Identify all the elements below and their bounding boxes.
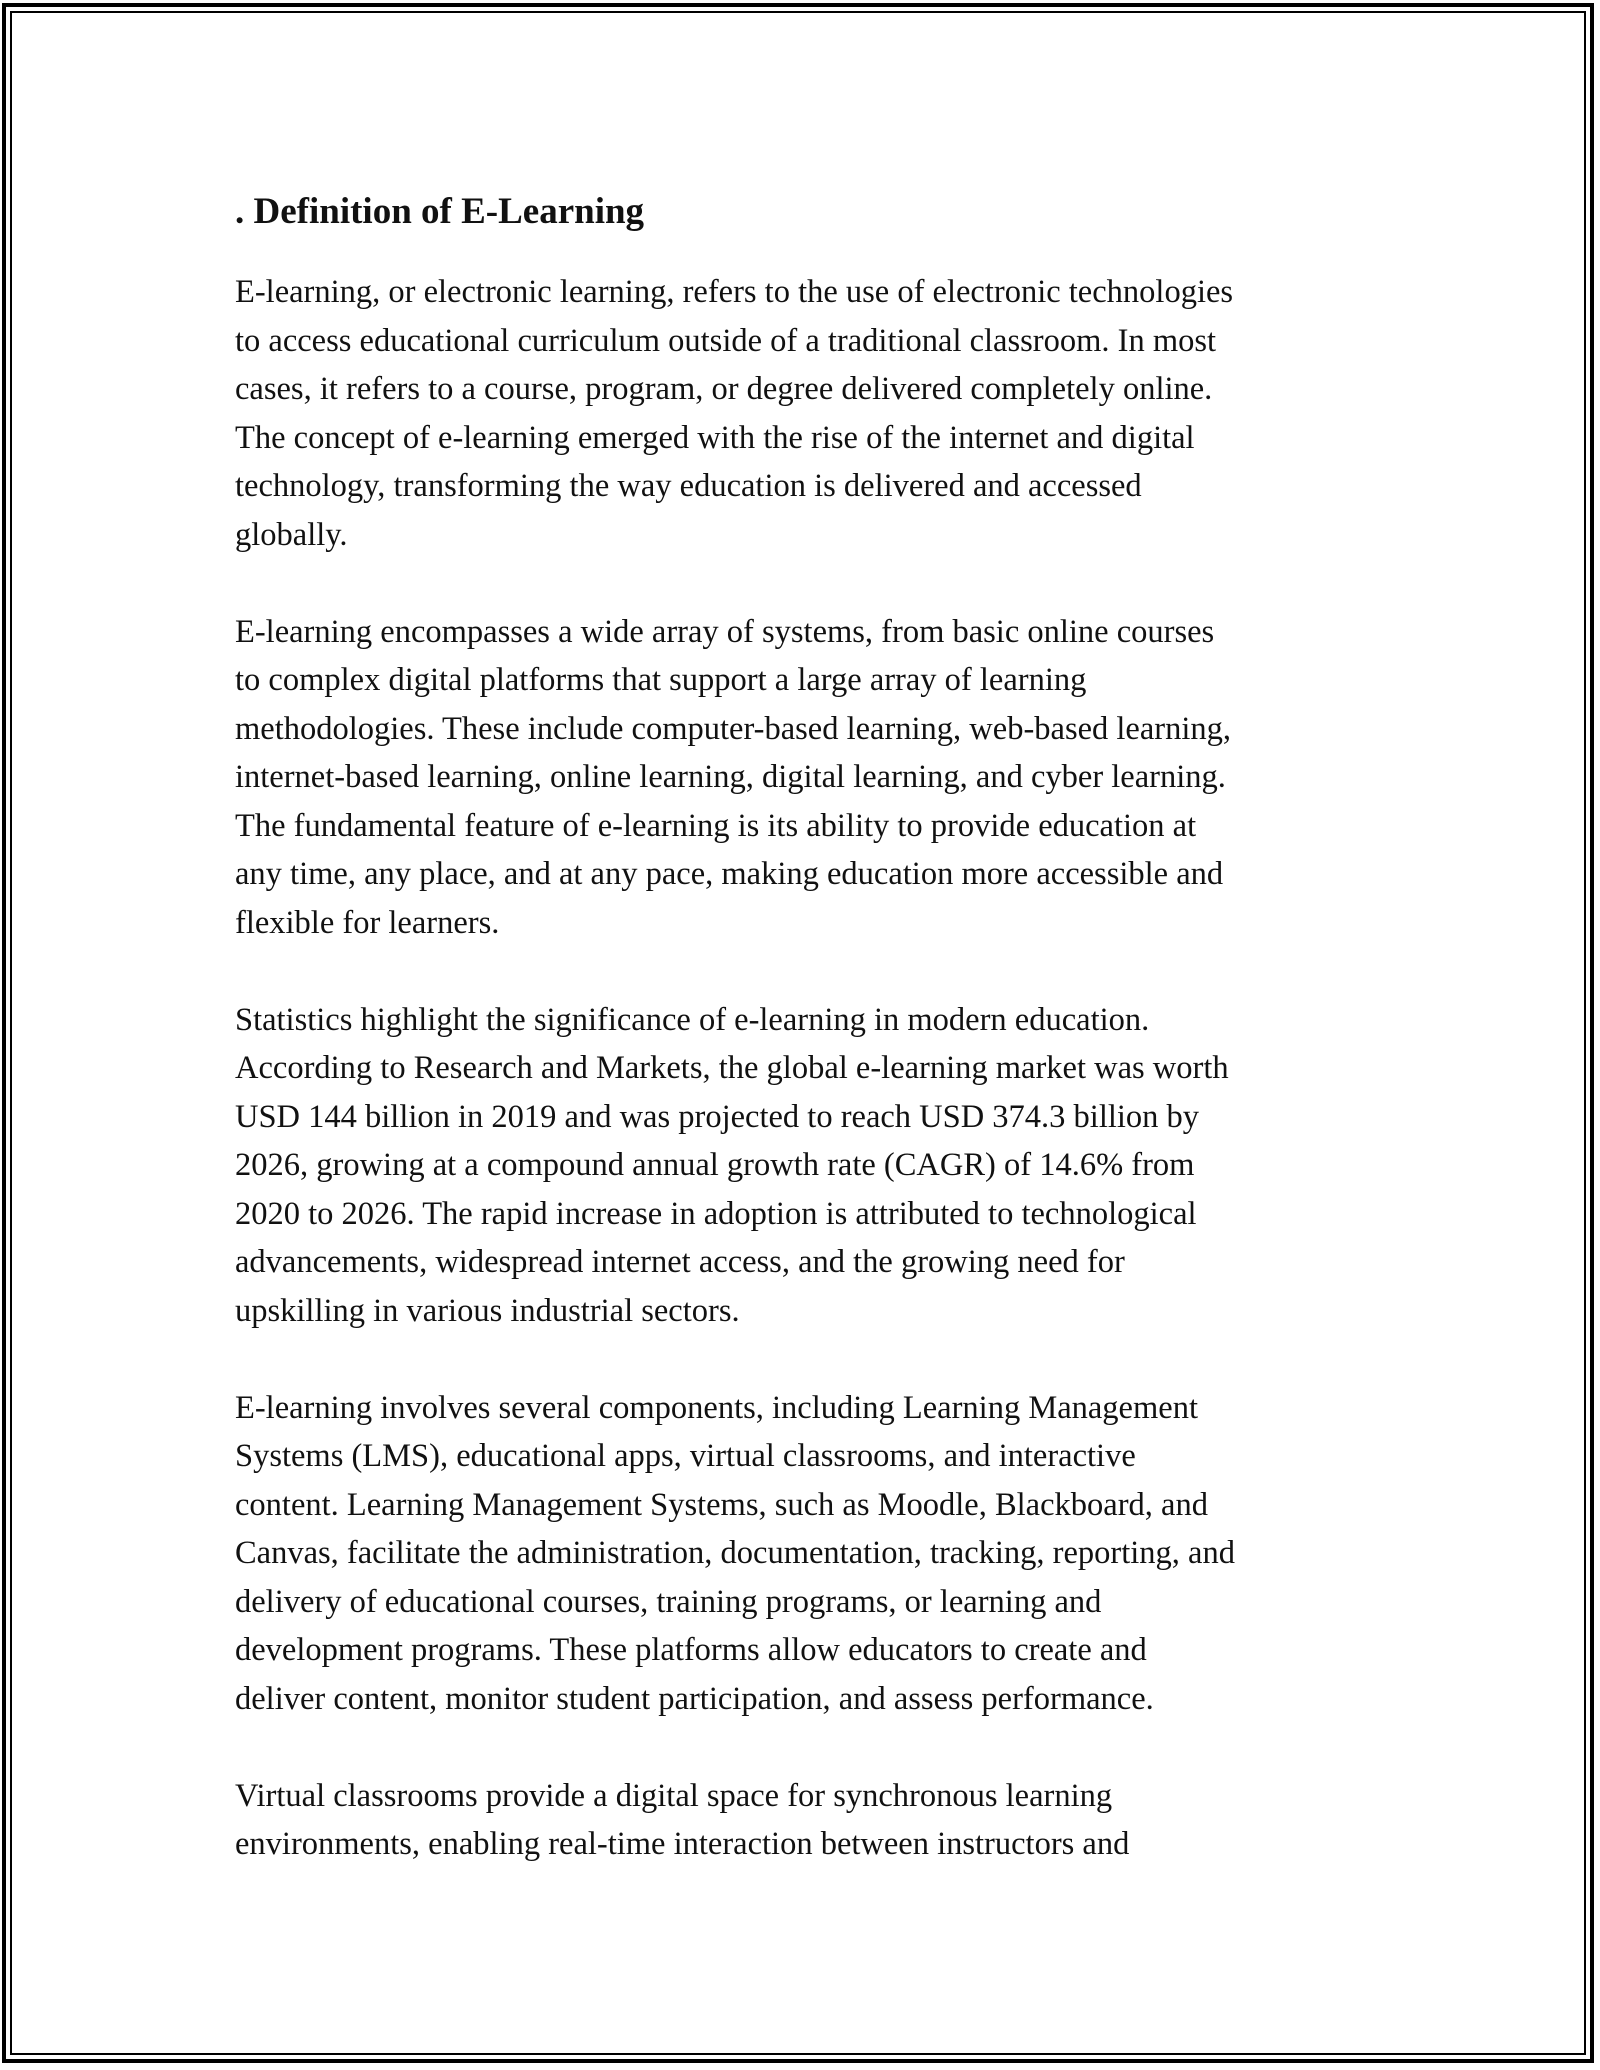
text-line: The fundamental feature of e-learning is its ability to provide education at (235, 807, 1197, 844)
paragraph-statistics (235, 996, 1385, 1336)
text-line: E-learning encompasses a wide array of systems, from basic online courses (235, 613, 1215, 650)
text-line: USD 144 billion in 2019 and was projected to reach USD 374.3 billion by (235, 1098, 1200, 1135)
paragraph-systems (235, 608, 1385, 948)
text-line: According to Research and Markets, the global e-learning market was worth (235, 1050, 1229, 1086)
text-line: Canvas, facilitate the administration, documentation, tracking, reporting, and (235, 1535, 1235, 1571)
text-line: Systems (LMS), educational apps, virtual classrooms, and interactive (235, 1438, 1136, 1474)
text-line: content. Learning Management Systems, such as Moodle, Blackboard, and (235, 1486, 1208, 1523)
text-line: Virtual classrooms provide a digital space for synchronous learning (235, 1777, 1113, 1814)
text-line: any time, any place, and at any pace, making education more accessible and (235, 856, 1224, 892)
text-line: 2026, growing at a compound annual growth rate (CAGR) of 14.6% from (235, 1147, 1195, 1183)
document-body (235, 186, 1385, 1917)
text-line: flexible for learners. (235, 904, 500, 941)
section-heading: . Definition of E-Learning (235, 191, 645, 232)
text-line: internet-based learning, online learning, digital learning, and cyber learning. (235, 759, 1226, 795)
text-line: Statistics highlight the significance of e-learning in modern education. (235, 1001, 1150, 1038)
text-line: to complex digital platforms that support a large array of learning (235, 662, 1087, 698)
text-line: to access educational curriculum outside of a traditional classroom. In most (235, 322, 1217, 359)
paragraph-components (235, 1384, 1385, 1724)
text-line: globally. (235, 516, 348, 553)
text-line: methodologies. These include computer-based learning, web-based learning, (235, 710, 1231, 747)
text-line: upskilling in various industrial sectors. (235, 1292, 740, 1329)
text-line: delivery of educational courses, training programs, or learning and (235, 1583, 1102, 1620)
text-line: advancements, widespread internet access, and the growing need for (235, 1244, 1125, 1280)
text-line: development programs. These platforms allow educators to create and (235, 1632, 1147, 1668)
text-line: technology, transforming the way education is delivered and accessed (235, 468, 1142, 504)
text-line: E-learning involves several components, including Learning Management (235, 1389, 1198, 1426)
text-line: deliver content, monitor student participation, and assess performance. (235, 1680, 1154, 1717)
text-line: environments, enabling real-time interaction between instructors and (235, 1826, 1130, 1862)
text-line: E-learning, or electronic learning, refers to the use of electronic technologies (235, 274, 1234, 310)
paragraph-definition (235, 268, 1385, 559)
text-line: 2020 to 2026. The rapid increase in adoption is attributed to technological (235, 1195, 1197, 1232)
text-line: The concept of e-learning emerged with the rise of the internet and digital (235, 419, 1195, 456)
text-line: cases, it refers to a course, program, or degree delivered completely online. (235, 371, 1213, 407)
paragraph-virtual-classrooms (235, 1772, 1385, 1869)
